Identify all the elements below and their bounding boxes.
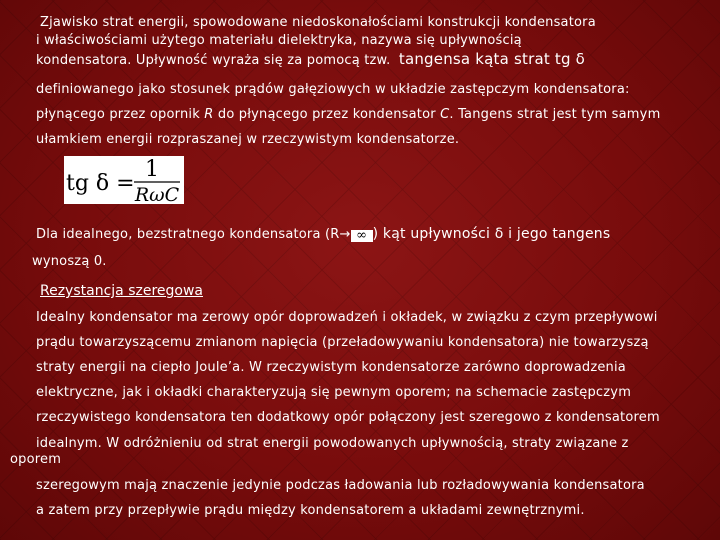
- paragraph1-line3-text: kondensatora. Upływność wyraża się za pomocą tzw.: [36, 53, 391, 68]
- paragraph1-line4: definiowanego jako stosunek prądów gałęziowych w układzie zastępczym kondensatora:: [36, 82, 630, 97]
- arrow-symbol: →: [339, 227, 351, 242]
- paragraph1-line5-e: . Tangens strat jest tym samym: [449, 107, 661, 122]
- paragraph3-line4: elektryczne, jak i okładki charakteryzują się pewnym oporem; na schemacie zastępczym: [36, 385, 632, 400]
- formula-graphic: [64, 156, 184, 204]
- paragraph3-line9: a zatem przy przepływie prądu między kondensatorem a układami zewnętrznymi.: [36, 503, 585, 518]
- paragraph3-line7: oporem: [10, 452, 62, 467]
- paragraph1-line2: i właściwościami użytego materiału dielektryka, nazywa się upływnością: [36, 33, 522, 48]
- paragraph1-line3: [36, 52, 585, 67]
- paragraph3-line3: straty energii na ciepło Joule’a. W rzeczywistym kondensatorze zarówno doprowadzenia: [36, 360, 626, 375]
- paragraph3-line1: Idealny kondensator ma zerowy opór doprowadzeń i okładek, w związku z czym przepływowi: [36, 310, 658, 325]
- formula-lhs: tg δ =: [66, 171, 135, 196]
- paragraph2-line2: wynoszą 0.: [32, 254, 107, 269]
- paragraph1-line5-c: do płynącego przez kondensator: [213, 107, 441, 122]
- formula-denominator: RωC: [134, 184, 180, 204]
- formula-numerator: 1: [145, 157, 159, 182]
- paragraph3-line5: rzeczywistego kondensatora ten dodatkowy opór połączony jest szeregowo z kondensatorem: [36, 410, 660, 425]
- symbol-r: R: [204, 107, 214, 122]
- paragraph1-line5: [36, 108, 660, 121]
- paragraph3-line8: szeregowym mają znaczenie jedynie podczas ładowania lub rozładowywania kondensatora: [36, 478, 645, 493]
- paragraph3-line6: idealnym. W odróżnieniu od strat energii powodowanych upływnością, straty związane z: [36, 436, 629, 451]
- loss-tangent-formula: [64, 156, 184, 204]
- symbol-c: C: [440, 107, 450, 122]
- paragraph1-line1: Zjawisko strat energii, spowodowane niedoskonałościami konstrukcji kondensatora: [40, 15, 596, 30]
- paragraph2-line1-b: ) kąt upływności δ i jego tangens: [372, 226, 611, 242]
- section-heading: Rezystancja szeregowa: [40, 283, 203, 299]
- paragraph3-line2: prądu towarzyszącemu zmianom napięcia (przeładowywaniu kondensatora) nie towarzyszą: [36, 335, 649, 350]
- paragraph1-line5-a: płynącego przez opornik: [36, 107, 205, 122]
- infinity-symbol: ∞: [351, 230, 373, 242]
- paragraph2-line1-a: Dla idealnego, bezstratnego kondensatora (R: [36, 227, 340, 242]
- paragraph2-line1: [36, 227, 610, 242]
- paragraph1-line6: ułamkiem energii rozpraszanej w rzeczywistym kondensatorze.: [36, 132, 460, 147]
- loss-tangent-term: tangensa kąta strat tg δ: [398, 50, 586, 68]
